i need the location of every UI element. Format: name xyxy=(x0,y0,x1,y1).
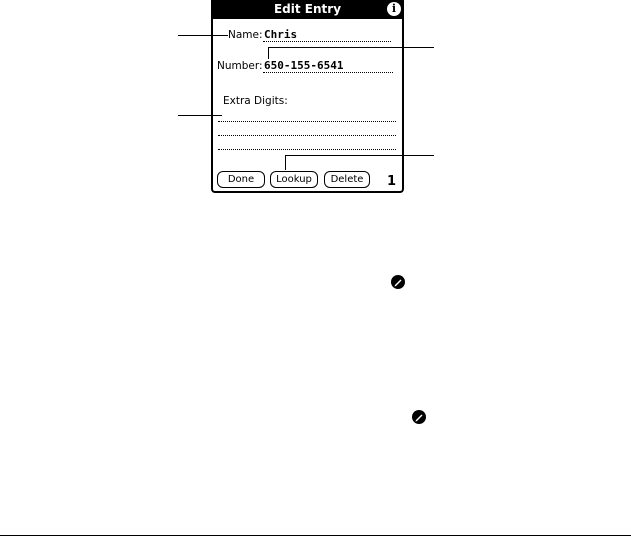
info-icon[interactable]: i xyxy=(387,2,401,16)
callout-lookup-horizontal xyxy=(285,155,434,156)
done-button[interactable]: Done xyxy=(217,171,265,188)
page-number: 1 xyxy=(387,174,397,189)
extra-digits-label: Extra Digits: xyxy=(223,95,288,107)
extra-digits-line-1 xyxy=(218,121,396,122)
name-label: Name: xyxy=(228,29,263,41)
number-field-underline xyxy=(263,72,393,73)
extra-digits-line-2 xyxy=(218,135,396,136)
extra-digits-line-3 xyxy=(218,149,396,150)
name-field-underline xyxy=(263,41,391,42)
callout-name xyxy=(178,35,228,36)
name-field[interactable]: Chris xyxy=(264,28,298,41)
dialog-title: Edit Entry xyxy=(211,0,404,19)
delete-button[interactable]: Delete xyxy=(324,171,370,188)
pen-icon xyxy=(391,275,405,289)
callout-number-vertical xyxy=(268,47,269,59)
number-field[interactable]: 650-155-6541 xyxy=(264,59,344,72)
callout-number-horizontal xyxy=(268,47,434,48)
extra-digits-field[interactable] xyxy=(218,110,396,152)
lookup-button[interactable]: Lookup xyxy=(270,171,318,188)
callout-lookup-vertical xyxy=(285,155,286,170)
pen-icon xyxy=(412,410,426,424)
callout-extra-digits xyxy=(178,115,222,116)
number-label: Number: xyxy=(217,60,263,72)
